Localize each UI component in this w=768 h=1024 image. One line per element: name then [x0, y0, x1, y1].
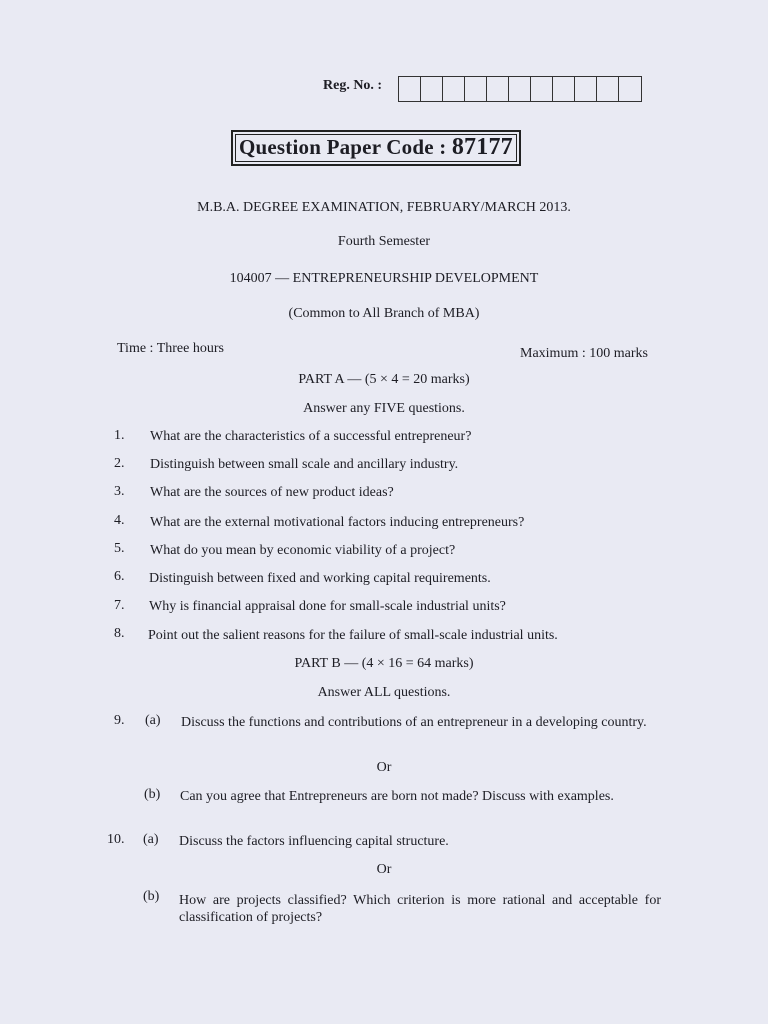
- reg-no-boxes: [398, 76, 642, 102]
- question-number: 10.: [107, 832, 125, 847]
- reg-no-box: [399, 77, 421, 101]
- question-text: Distinguish between fixed and working capital requirements.: [149, 571, 491, 586]
- question-text: What are the sources of new product ideas?: [150, 485, 394, 500]
- reg-no-box: [575, 77, 597, 101]
- question-paper-code-label: Question Paper Code :: [239, 135, 447, 159]
- question-paper-code: 87177: [451, 134, 513, 160]
- part-a-title: PART A — (5 × 4 = 20 marks): [298, 372, 470, 387]
- exam-degree: M.B.A. DEGREE EXAMINATION, FEBRUARY/MARCH 2013.: [197, 200, 571, 215]
- question-text: What are the characteristics of a successful entrepreneur?: [150, 429, 472, 444]
- question-text: Can you agree that Entrepreneurs are born not made? Discuss with examples.: [180, 789, 614, 804]
- sub-question-label: (a): [143, 832, 159, 847]
- question-number: 6.: [114, 569, 125, 584]
- part-b-instruction: Answer ALL questions.: [317, 685, 451, 700]
- reg-no-box: [421, 77, 443, 101]
- reg-no-box: [531, 77, 553, 101]
- reg-no-box: [509, 77, 531, 101]
- question-text: How are projects classified? Which criterion is more rational and acceptable for classification of projects?: [179, 893, 661, 925]
- part-a-instruction: Answer any FIVE questions.: [303, 401, 465, 416]
- exam-time: Time : Three hours: [117, 341, 224, 356]
- question-number: 4.: [114, 513, 125, 528]
- question-text: Discuss the functions and contributions of an entrepreneur in a developing country.: [181, 715, 647, 730]
- reg-no-box: [487, 77, 509, 101]
- sub-question-label: (b): [143, 889, 160, 904]
- exam-subject: 104007 — ENTREPRENEURSHIP DEVELOPMENT: [229, 271, 539, 286]
- question-number: 8.: [114, 626, 125, 641]
- question-number: 5.: [114, 541, 125, 556]
- question-number: 9.: [114, 713, 125, 728]
- question-number: 2.: [114, 456, 125, 471]
- sub-question-label: (b): [144, 787, 161, 802]
- reg-no-box: [553, 77, 575, 101]
- exam-max-marks: Maximum : 100 marks: [520, 346, 648, 361]
- reg-no-box: [465, 77, 487, 101]
- or-separator: Or: [376, 760, 392, 775]
- part-b-title: PART B — (4 × 16 = 64 marks): [294, 656, 474, 671]
- question-text: Why is financial appraisal done for small-scale industrial units?: [149, 599, 506, 614]
- question-number: 1.: [114, 428, 125, 443]
- question-text: Discuss the factors influencing capital structure.: [179, 834, 449, 849]
- reg-no-box: [597, 77, 619, 101]
- exam-semester: Fourth Semester: [337, 234, 431, 249]
- question-text: Distinguish between small scale and ancillary industry.: [150, 457, 459, 472]
- question-number: 7.: [114, 598, 125, 613]
- question-paper-code-box: [231, 130, 521, 166]
- question-number: 3.: [114, 484, 125, 499]
- question-text: What do you mean by economic viability of a project?: [150, 543, 456, 558]
- reg-no-label: Reg. No. :: [323, 78, 383, 93]
- exam-common: (Common to All Branch of MBA): [288, 306, 480, 321]
- reg-no-box: [619, 77, 641, 101]
- question-text: Point out the salient reasons for the failure of small-scale industrial units.: [148, 628, 558, 643]
- reg-no-box: [443, 77, 465, 101]
- sub-question-label: (a): [145, 713, 161, 728]
- question-text: What are the external motivational factors inducing entrepreneurs?: [150, 515, 525, 530]
- or-separator: Or: [376, 862, 392, 877]
